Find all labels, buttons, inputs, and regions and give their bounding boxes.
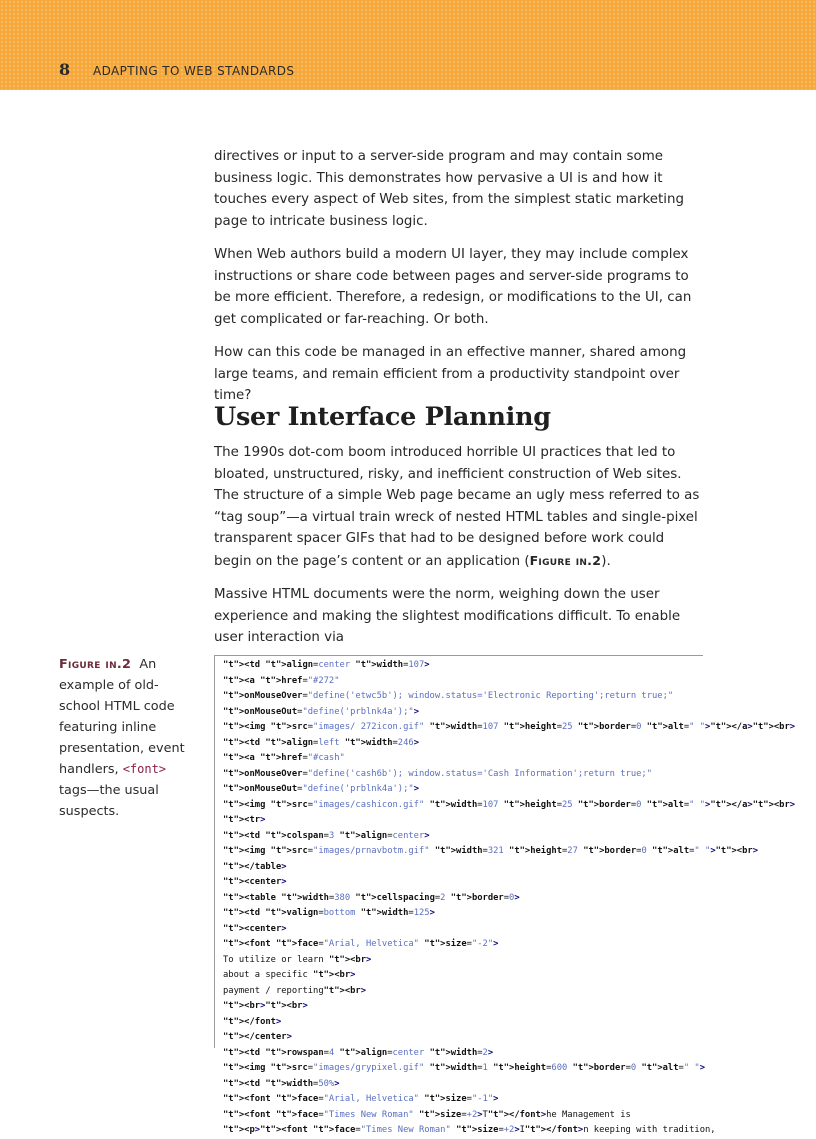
code-line: "t"><table "t">width=380 "t">cellspacing=2 "t">border=0> — [223, 892, 520, 903]
code-line: "t"></center> — [223, 1032, 292, 1042]
running-head: ADAPTING TO WEB STANDARDS — [93, 64, 295, 78]
figure-label: Figure in.2 — [59, 657, 132, 672]
code-line: "t">onMouseOut="define('prblnk4a');"> — [223, 706, 419, 717]
code-line: "t"><a "t">href="#cash" — [223, 753, 345, 763]
code-line: payment / reporting"t"><br> — [223, 985, 367, 996]
paragraph-text: ). — [601, 553, 611, 569]
paragraph — [214, 442, 704, 572]
code-line: "t">onMouseOver="define('cash6b'); window.status='Cash Information';return true;" — [223, 768, 653, 779]
paragraph: directives or input to a server-side program and may contain some business logic. This demonstrates how pervasive a UI is and how it touches every aspect of Web sites, from the simplest static marketing page to intricate business logic. — [214, 149, 684, 229]
code-line: "t"></font> — [223, 1016, 282, 1027]
caption-code-tag: <font> — [122, 762, 167, 776]
code-line: "t"><a "t">href="#272" — [223, 675, 340, 686]
paragraph: When Web authors build a modern UI layer, they may include complex instructions or share code between pages and server-side programs to be more efficient. Therefore, a redesign, or modifications to the UI, can get complicated or far-reaching. Or both. — [214, 247, 692, 327]
code-line: To utilize or learn "t"><br> — [223, 954, 372, 965]
paragraph-text: The 1990s dot-com boom introduced horrible UI practices that led to bloated, unstructured, risky, and inefficient construction of Web sites. The structure of a simple Web page became an ugly mess referred to as “tag soup”—a virtual train wreck of nested HTML tables and single-pixel transparent spacer GIFs that had to be designed before work could begin on the page’s content or an application ( — [214, 445, 700, 569]
code-line: "t"><td "t">align=center "t">width=107> — [223, 660, 430, 670]
code-line: "t"><br>"t"><br> — [223, 1001, 308, 1011]
code-line: "t"><td "t">colspan=3 "t">align=center> — [223, 830, 430, 841]
code-line: "t">onMouseOut="define('prblnk4a');"> — [223, 784, 419, 794]
page-number: 8 — [59, 60, 71, 79]
code-line: "t"><td "t">align=left "t">width=246> — [223, 737, 419, 748]
code-line: "t"></table> — [223, 861, 287, 872]
section-text-block — [214, 442, 704, 661]
code-line: "t"><img "t">src="images/ 272icon.gif" "t">width=107 "t">height=25 "t">border=0 "t">alt=" ">"t"></a>"t"><br> — [223, 722, 796, 732]
code-line: about a specific "t"><br> — [223, 970, 356, 980]
code-line: "t"><center> — [223, 877, 287, 887]
code-line: "t"><td "t">valign=bottom "t">width=125> — [223, 908, 435, 918]
code-line: "t"><center> — [223, 923, 287, 934]
figure-reference: Figure in.2 — [529, 552, 602, 568]
figure-caption — [59, 654, 189, 822]
code-line: "t"><p>"t"><font "t">face="Times New Roman" "t">size=+2>I"t"></font>n keeping with tradition, — [223, 1125, 716, 1135]
code-screenshot — [214, 655, 796, 1135]
intro-text-block — [214, 146, 704, 419]
code-line: "t"><font "t">face="Times New Roman" "t">size=+2>T"t"></font>he Management is — [223, 1109, 631, 1120]
code-listing — [223, 658, 796, 1139]
paragraph: How can this code be managed in an effective manner, shared among large teams, and remain efficient from a productivity standpoint over time? — [214, 345, 687, 403]
code-line: "t"><tr> — [223, 815, 266, 825]
caption-text: tags—the usual suspects. — [59, 783, 159, 819]
code-line: "t"><img "t">src="images/cashicon.gif" "t">width=107 "t">height=25 "t">border=0 "t">alt=" ">"t"></a>"t"><br> — [223, 799, 796, 810]
code-line: "t"><font "t">face="Arial, Helvetica" "t">size="-1"> — [223, 1094, 499, 1104]
caption-text: An example of old-school HTML code featuring inline presentation, event handlers, — [59, 657, 185, 777]
code-line: "t"><font "t">face="Arial, Helvetica" "t">size="-2"> — [223, 939, 499, 949]
code-line: "t"><img "t">src="images/prnavbotm.gif" "t">width=321 "t">height=27 "t">border=0 "t">alt=" ">"t"><br> — [223, 846, 758, 856]
code-line: "t"><td "t">width=50%> — [223, 1078, 340, 1089]
paragraph: Massive HTML documents were the norm, weighing down the user experience and making the slightest modifications difficult. To enable user interaction via — [214, 587, 681, 645]
code-line: "t"><img "t">src="images/grypixel.gif" "t">width=1 "t">height=600 "t">border=0 "t">alt=" "> — [223, 1063, 706, 1073]
code-line: "t">onMouseOver="define('etwc5b'); window.status='Electronic Reporting';return true;" — [223, 691, 674, 701]
section-heading: User Interface Planning — [214, 402, 551, 432]
code-line: "t"><td "t">rowspan=4 "t">align=center "t">width=2> — [223, 1047, 494, 1058]
